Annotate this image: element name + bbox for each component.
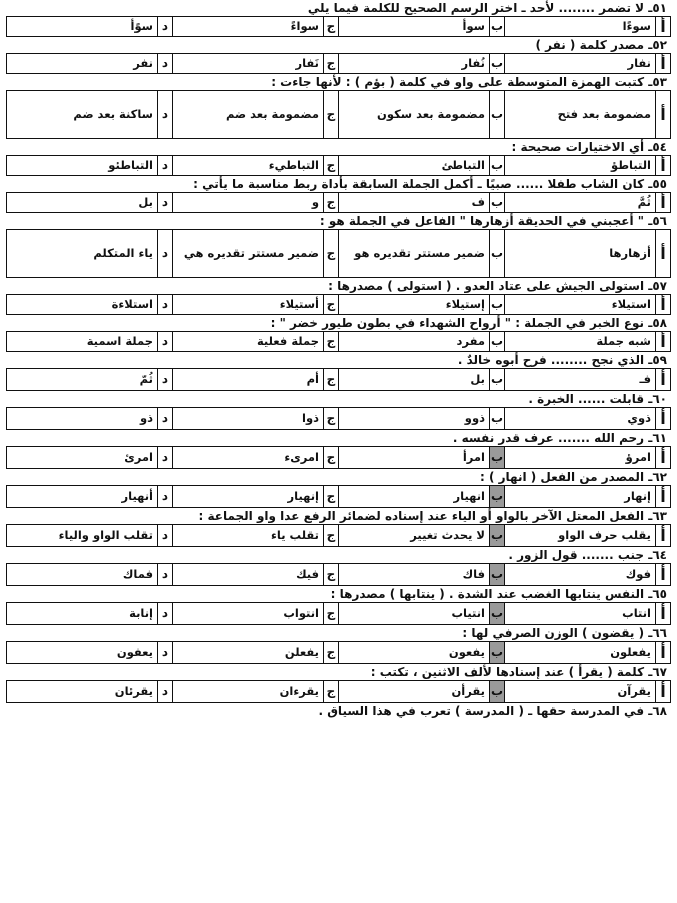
option-letter: د bbox=[158, 486, 173, 508]
question-text: ٥٥ـ كان الشاب طفلا ...... صبيًا ـ أكمل الجملة السابقة بأداة ربط مناسبة ما يأتي : bbox=[193, 177, 667, 191]
option-text[interactable]: ذوا bbox=[173, 408, 324, 430]
option-letter: أ bbox=[656, 564, 671, 586]
options-table bbox=[6, 368, 671, 391]
options-table bbox=[6, 563, 671, 586]
options-table bbox=[6, 446, 671, 469]
options-table bbox=[6, 155, 671, 176]
question-text: ٥٨ـ نوع الخبر في الجملة : " أرواح الشهداء في بطون طيور خضر " : bbox=[270, 316, 667, 330]
options-table bbox=[6, 407, 671, 430]
option-letter: ج bbox=[324, 17, 339, 37]
option-letter: د bbox=[158, 525, 173, 547]
option-letter: د bbox=[158, 369, 173, 391]
option-text[interactable]: و bbox=[173, 193, 324, 213]
option-text[interactable]: امرؤ bbox=[505, 447, 656, 469]
option-letter: ج bbox=[324, 369, 339, 391]
option-letter: أ bbox=[656, 91, 671, 139]
option-letter: ج bbox=[324, 54, 339, 74]
option-letter: ج bbox=[324, 408, 339, 430]
option-text[interactable]: ف bbox=[339, 193, 490, 213]
option-letter: ج bbox=[324, 681, 339, 703]
option-letter: ج bbox=[324, 193, 339, 213]
option-text[interactable]: التباطؤ bbox=[505, 156, 656, 176]
options-table bbox=[6, 229, 671, 278]
option-text[interactable]: لا يحدث تغيير bbox=[339, 525, 490, 547]
option-text[interactable]: يفعلون bbox=[505, 642, 656, 664]
option-text[interactable]: نَفار bbox=[173, 54, 324, 74]
option-letter: ج bbox=[324, 486, 339, 508]
options-table bbox=[6, 90, 671, 139]
option-text[interactable]: إنهار bbox=[505, 486, 656, 508]
option-letter: د bbox=[158, 564, 173, 586]
options-table bbox=[6, 602, 671, 625]
option-letter: د bbox=[158, 91, 173, 139]
option-text[interactable]: يعفون bbox=[7, 642, 158, 664]
option-text[interactable]: نُفار bbox=[339, 54, 490, 74]
option-letter: ج bbox=[324, 332, 339, 352]
option-text[interactable]: يقرأن bbox=[339, 681, 490, 703]
option-text[interactable]: يقرئان bbox=[7, 681, 158, 703]
question-text: ٦٢ـ المصدر من الفعل ( انهار ) : bbox=[479, 470, 667, 484]
option-text[interactable]: سواءً bbox=[173, 17, 324, 37]
question-text: ٦٨ـ في المدرسة حقها ـ ( المدرسة ) تعرب في هذا السياق . bbox=[318, 704, 667, 718]
option-letter: ج bbox=[324, 295, 339, 315]
option-letter: ج bbox=[324, 642, 339, 664]
question-text: ٥٩ـ الذي نجح ........ فرح أبوه خالدٌ . bbox=[457, 353, 667, 367]
option-text[interactable]: فـ bbox=[505, 369, 656, 391]
option-text[interactable]: انتياب bbox=[339, 603, 490, 625]
option-text[interactable]: يقرءان bbox=[173, 681, 324, 703]
option-text[interactable]: استيلاء bbox=[505, 295, 656, 315]
option-text[interactable]: أزهارها bbox=[505, 230, 656, 278]
option-letter: د bbox=[158, 642, 173, 664]
option-letter: أ bbox=[656, 17, 671, 37]
option-text[interactable]: انهيار bbox=[339, 486, 490, 508]
options-table bbox=[6, 641, 671, 664]
option-text[interactable]: ذوو bbox=[339, 408, 490, 430]
option-letter: أ bbox=[656, 408, 671, 430]
question-text: ٥٤ـ أي الاختيارات صحيحة : bbox=[511, 140, 667, 154]
option-text[interactable]: انتاب bbox=[505, 603, 656, 625]
option-text[interactable]: فاك bbox=[339, 564, 490, 586]
option-text[interactable]: جملة اسمية bbox=[7, 332, 158, 352]
option-text[interactable]: أستيلاء bbox=[173, 295, 324, 315]
option-text[interactable]: ضمير مستتر تقديره هي bbox=[173, 230, 324, 278]
option-letter: ب bbox=[490, 193, 505, 213]
option-letter: ب bbox=[490, 486, 505, 508]
option-text[interactable]: امرأ bbox=[339, 447, 490, 469]
option-letter: ب bbox=[490, 91, 505, 139]
option-text[interactable]: إنابة bbox=[7, 603, 158, 625]
question-text: ٦٣ـ الفعل المعتل الآخر بالواو أو الياء عند إسناده لضمائر الرفع عدا واو الجماعة : bbox=[198, 509, 667, 523]
option-letter: أ bbox=[656, 54, 671, 74]
option-letter: ب bbox=[490, 447, 505, 469]
options-table bbox=[6, 680, 671, 703]
question-text: ٦٦ـ ( يقضون ) الوزن الصرفي لها : bbox=[462, 626, 667, 640]
option-text[interactable]: مفرد bbox=[339, 332, 490, 352]
question-text: ٦٧ـ كلمة ( يقرأ ) عند إسنادها لألف الاثنين ، تكتب : bbox=[370, 665, 667, 679]
option-text[interactable]: فيك bbox=[173, 564, 324, 586]
question-text: ٥٧ـ استولى الجيش على عتاد العدو . ( استولى ) مصدرها : bbox=[328, 279, 667, 293]
question-text: ٦٠ـ قابلت ...... الخبرة . bbox=[528, 392, 667, 406]
option-letter: أ bbox=[656, 525, 671, 547]
option-letter: أ bbox=[656, 642, 671, 664]
options-table bbox=[6, 294, 671, 315]
option-text[interactable]: مضمومة بعد سكون bbox=[339, 91, 490, 139]
option-text[interactable]: نفر bbox=[7, 54, 158, 74]
option-letter: د bbox=[158, 447, 173, 469]
option-letter: ج bbox=[324, 230, 339, 278]
option-text[interactable]: إستيلاء bbox=[339, 295, 490, 315]
option-letter: ج bbox=[324, 525, 339, 547]
option-text[interactable]: التباطئو bbox=[7, 156, 158, 176]
question-text: ٥١ـ لا تضمر ........ لأحد ـ اختر الرسم الصحيح للكلمة فيما يلي bbox=[307, 1, 667, 15]
option-letter: د bbox=[158, 408, 173, 430]
option-letter: ب bbox=[490, 408, 505, 430]
options-table bbox=[6, 524, 671, 547]
option-letter: د bbox=[158, 332, 173, 352]
option-text[interactable]: سوًأ bbox=[7, 17, 158, 37]
option-letter: ب bbox=[490, 603, 505, 625]
option-letter: ج bbox=[324, 603, 339, 625]
option-letter: أ bbox=[656, 447, 671, 469]
option-letter: ج bbox=[324, 447, 339, 469]
option-letter: أ bbox=[656, 369, 671, 391]
options-table bbox=[6, 192, 671, 213]
option-letter: أ bbox=[656, 332, 671, 352]
question-text: ٥٦ـ " أعجبني في الحديقة أزهارها " الفاعل في الجملة هو : bbox=[319, 214, 667, 228]
option-text[interactable]: مضمومة بعد فتح bbox=[505, 91, 656, 139]
option-letter: أ bbox=[656, 486, 671, 508]
option-letter: ب bbox=[490, 525, 505, 547]
option-text[interactable]: يفعون bbox=[339, 642, 490, 664]
option-text[interactable]: أم bbox=[173, 369, 324, 391]
option-letter: أ bbox=[656, 681, 671, 703]
option-text[interactable]: بل bbox=[7, 193, 158, 213]
option-text[interactable]: فماك bbox=[7, 564, 158, 586]
option-text[interactable]: يقرآن bbox=[505, 681, 656, 703]
question-text: ٦٤ـ جنب ....... قول الزور . bbox=[508, 548, 667, 562]
options-table bbox=[6, 53, 671, 74]
option-text[interactable]: مضمومة بعد ضم bbox=[173, 91, 324, 139]
option-letter: ب bbox=[490, 230, 505, 278]
option-letter: د bbox=[158, 295, 173, 315]
option-text[interactable]: شبه جملة bbox=[505, 332, 656, 352]
options-table bbox=[6, 16, 671, 37]
option-letter: ب bbox=[490, 369, 505, 391]
option-text[interactable]: ذو bbox=[7, 408, 158, 430]
option-letter: ب bbox=[490, 332, 505, 352]
question-text: ٥٣ـ كتبت الهمزة المتوسطة على واو في كلمة ( بؤم ) : لأنها جاءت : bbox=[271, 75, 667, 89]
option-letter: أ bbox=[656, 193, 671, 213]
option-letter: ب bbox=[490, 17, 505, 37]
option-text[interactable]: يفعلن bbox=[173, 642, 324, 664]
option-letter: أ bbox=[656, 603, 671, 625]
option-text[interactable]: جملة فعلية bbox=[173, 332, 324, 352]
option-letter: أ bbox=[656, 230, 671, 278]
option-text[interactable]: سوأ bbox=[339, 17, 490, 37]
option-letter: أ bbox=[656, 156, 671, 176]
option-letter: د bbox=[158, 156, 173, 176]
option-text[interactable]: استلاءة bbox=[7, 295, 158, 315]
option-letter: د bbox=[158, 17, 173, 37]
option-text[interactable]: ذوي bbox=[505, 408, 656, 430]
option-letter: ب bbox=[490, 642, 505, 664]
option-letter: د bbox=[158, 193, 173, 213]
option-text[interactable]: ياء المتكلم bbox=[7, 230, 158, 278]
option-letter: ب bbox=[490, 295, 505, 315]
question-text: ٦١ـ رحم الله ....... عرف قدر نفسه . bbox=[452, 431, 667, 445]
option-letter: ب bbox=[490, 681, 505, 703]
option-letter: ج bbox=[324, 564, 339, 586]
option-letter: د bbox=[158, 230, 173, 278]
option-text[interactable]: يقلب حرف الواو bbox=[505, 525, 656, 547]
option-text[interactable]: امرئ bbox=[7, 447, 158, 469]
question-text: ٥٢ـ مصدر كلمة ( نفر ) bbox=[535, 38, 667, 52]
option-text[interactable]: تقلب ياء bbox=[173, 525, 324, 547]
option-text[interactable]: فوك bbox=[505, 564, 656, 586]
option-text[interactable]: امرىء bbox=[173, 447, 324, 469]
option-letter: أ bbox=[656, 295, 671, 315]
option-text[interactable]: التباطيء bbox=[173, 156, 324, 176]
option-text[interactable]: تقلب الواو والياء bbox=[7, 525, 158, 547]
option-text[interactable]: ثُمّ bbox=[7, 369, 158, 391]
option-letter: ج bbox=[324, 156, 339, 176]
option-text[interactable]: ضمير مستتر تقديره هو bbox=[339, 230, 490, 278]
option-letter: د bbox=[158, 681, 173, 703]
option-letter: د bbox=[158, 603, 173, 625]
option-text[interactable]: انتواب bbox=[173, 603, 324, 625]
option-text[interactable]: سوءًا bbox=[505, 17, 656, 37]
option-letter: ج bbox=[324, 91, 339, 139]
option-letter: ب bbox=[490, 54, 505, 74]
option-letter: ب bbox=[490, 564, 505, 586]
option-text[interactable]: ساكنة بعد ضم bbox=[7, 91, 158, 139]
options-table bbox=[6, 485, 671, 508]
option-text[interactable]: أنهيار bbox=[7, 486, 158, 508]
option-letter: ب bbox=[490, 156, 505, 176]
option-text[interactable]: بل bbox=[339, 369, 490, 391]
option-text[interactable]: التباطئ bbox=[339, 156, 490, 176]
option-text[interactable]: ثُمَّ bbox=[505, 193, 656, 213]
option-text[interactable]: نفار bbox=[505, 54, 656, 74]
option-text[interactable]: إنهيار bbox=[173, 486, 324, 508]
option-letter: د bbox=[158, 54, 173, 74]
question-text: ٦٥ـ النفس ينتابها الغضب عند الشدة . ( ينتابها ) مصدرها : bbox=[330, 587, 667, 601]
options-table bbox=[6, 331, 671, 352]
